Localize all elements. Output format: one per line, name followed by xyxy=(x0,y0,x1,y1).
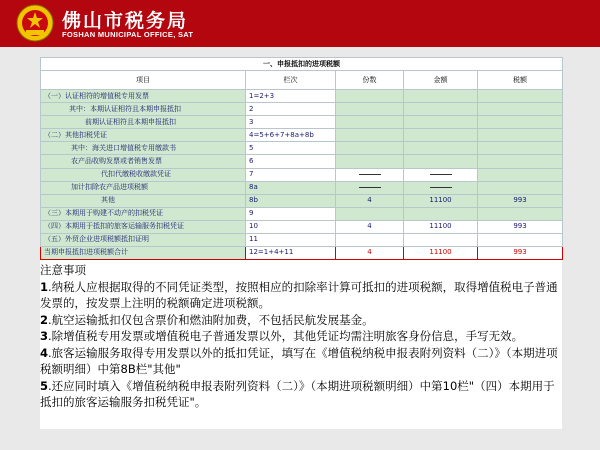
row-count xyxy=(336,155,404,168)
header-banner xyxy=(0,0,600,47)
row-count: 4 xyxy=(336,194,404,207)
row-count xyxy=(336,129,404,142)
dash-mark xyxy=(430,187,452,188)
row-amount xyxy=(404,142,478,155)
row-label: 其中：本期认证相符且本期申报抵扣 xyxy=(41,103,246,116)
row-tax: 993 xyxy=(478,246,563,259)
table-row xyxy=(41,155,563,168)
row-label: （五）外贸企业进项税额抵扣证明 xyxy=(41,233,246,246)
row-label: 当期申报抵扣进项税额合计 xyxy=(41,246,246,259)
row-label: 前期认证相符且本期申报抵扣 xyxy=(41,116,246,129)
note-text: .航空运输抵扣仅包含票价和燃油附加费，不包括民航发展基金。 xyxy=(48,312,374,327)
note-item xyxy=(40,312,562,329)
table-title-row xyxy=(41,58,563,71)
row-count xyxy=(336,207,404,220)
row-amount: 11100 xyxy=(404,220,478,233)
org-name-en: FOSHAN MUNICIPAL OFFICE, SAT xyxy=(62,30,194,39)
table-row xyxy=(41,207,563,220)
table-header-row xyxy=(41,71,563,90)
row-tax: 993 xyxy=(478,220,563,233)
row-tax: 993 xyxy=(478,194,563,207)
col-header-tax: 税额 xyxy=(478,71,563,90)
note-item xyxy=(40,378,562,411)
row-amount xyxy=(404,155,478,168)
row-amount xyxy=(404,90,478,103)
input-tax-table xyxy=(40,57,563,260)
row-lane: 3 xyxy=(246,116,336,129)
table-row xyxy=(41,116,563,129)
row-label: 其中：海关进口增值税专用缴款书 xyxy=(41,142,246,155)
row-label: 加计扣除农产品进项税额 xyxy=(41,181,246,194)
org-name-cn: 佛山市税务局 xyxy=(62,10,189,32)
row-lane: 7 xyxy=(246,168,336,181)
row-amount xyxy=(404,181,478,194)
row-amount xyxy=(404,233,478,246)
row-amount xyxy=(404,168,478,181)
row-count: 4 xyxy=(336,220,404,233)
row-count xyxy=(336,103,404,116)
table-row xyxy=(41,90,563,103)
note-text: .旅客运输服务取得专用发票以外的抵扣凭证，填写在《增值税纳税申报表附列资料（二）》（本期进项税额明细）中第8B栏"其他" xyxy=(40,345,558,376)
note-number: 5 xyxy=(40,378,49,393)
row-lane: 6 xyxy=(246,155,336,168)
row-count xyxy=(336,116,404,129)
table-row xyxy=(41,168,563,181)
row-count xyxy=(336,142,404,155)
row-tax xyxy=(478,103,563,116)
row-amount xyxy=(404,129,478,142)
row-amount xyxy=(404,116,478,129)
row-amount xyxy=(404,207,478,220)
row-tax xyxy=(478,129,563,142)
notes-section xyxy=(40,262,562,411)
row-lane: 11 xyxy=(246,233,336,246)
row-amount: 11100 xyxy=(404,194,478,207)
note-number: 2 xyxy=(40,312,49,327)
tax-emblem-icon xyxy=(16,3,54,43)
row-count xyxy=(336,233,404,246)
row-lane: 5 xyxy=(246,142,336,155)
row-label: （二）其他扣税凭证 xyxy=(41,129,246,142)
note-item xyxy=(40,279,562,312)
col-header-item: 项目 xyxy=(41,71,246,90)
note-number: 4 xyxy=(40,345,49,360)
row-label: （四）本期用于抵扣的旅客运输服务扣税凭证 xyxy=(41,220,246,233)
note-text: .除增值税专用发票或增值税电子普通发票以外，其他凭证均需注明旅客身份信息，手写无效。 xyxy=(48,329,524,343)
row-amount: 11100 xyxy=(404,246,478,259)
row-lane: 8b xyxy=(246,194,336,207)
table-row xyxy=(41,233,563,246)
row-lane: 4=5+6+7+8a+8b xyxy=(246,129,336,142)
table-row xyxy=(41,220,563,233)
row-label: 农产品收购发票或者销售发票 xyxy=(41,155,246,168)
table-title: 一、申报抵扣的进项税额 xyxy=(41,58,563,71)
col-header-count: 份数 xyxy=(336,71,404,90)
col-header-amount: 金额 xyxy=(404,71,478,90)
table-row xyxy=(41,181,563,194)
row-amount xyxy=(404,103,478,116)
row-count xyxy=(336,90,404,103)
row-tax xyxy=(478,142,563,155)
row-count xyxy=(336,181,404,194)
dash-mark xyxy=(359,187,381,188)
row-lane: 9 xyxy=(246,207,336,220)
table-row xyxy=(41,194,563,207)
row-tax xyxy=(478,168,563,181)
row-lane: 2 xyxy=(246,103,336,116)
row-count: 4 xyxy=(336,246,404,259)
row-label: （三）本期用于购建不动产的扣税凭证 xyxy=(41,207,246,220)
note-text: .纳税人应根据取得的不同凭证类型，按照相应的扣除率计算可抵扣的进项税额，取得增值税电子普通发票的，按发票上注明的税额确定进项税额。 xyxy=(40,279,558,310)
note-item xyxy=(40,328,562,345)
row-count xyxy=(336,168,404,181)
dash-mark xyxy=(359,174,381,175)
note-text: .还应同时填入《增值税纳税申报表附列资料（二）》（本期进项税额明细）中第10栏"（四）本期用于抵扣的旅客运输服务扣税凭证"。 xyxy=(40,378,555,409)
row-tax xyxy=(478,233,563,246)
col-header-lane: 栏次 xyxy=(246,71,336,90)
row-lane: 12=1+4+11 xyxy=(246,246,336,259)
row-tax xyxy=(478,90,563,103)
row-tax xyxy=(478,155,563,168)
dash-mark xyxy=(430,174,452,175)
note-item xyxy=(40,345,562,378)
row-tax xyxy=(478,181,563,194)
row-label: 代扣代缴税收缴款凭证 xyxy=(41,168,246,181)
table-row xyxy=(41,142,563,155)
table-total-row xyxy=(41,246,563,259)
table-row xyxy=(41,103,563,116)
notes-heading: 注意事项 xyxy=(40,263,86,277)
row-lane: 10 xyxy=(246,220,336,233)
note-number: 1 xyxy=(40,279,49,294)
row-label: （一）认证相符的增值税专用发票 xyxy=(41,90,246,103)
row-label: 其他 xyxy=(41,194,246,207)
row-lane: 8a xyxy=(246,181,336,194)
table-row xyxy=(41,129,563,142)
row-lane: 1=2+3 xyxy=(246,90,336,103)
note-number: 3 xyxy=(40,329,49,343)
row-tax xyxy=(478,207,563,220)
slide-content xyxy=(40,57,562,429)
row-tax xyxy=(478,116,563,129)
